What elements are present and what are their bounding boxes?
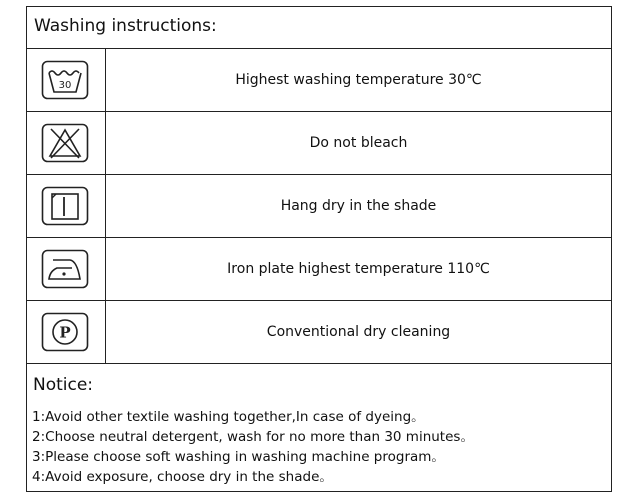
instruction-icon-cell: [27, 49, 106, 111]
table-header: [27, 7, 611, 49]
instruction-row-dryclean: [27, 301, 611, 364]
notice-title: Notice:: [33, 375, 94, 395]
instruction-text: Do not bleach: [309, 135, 408, 151]
instruction-row-iron: [27, 238, 611, 301]
dry-clean-letter: P: [59, 323, 71, 342]
instruction-row-bleach: [27, 112, 611, 175]
wash-temp-label: 30: [58, 80, 72, 91]
dry-clean-p-icon: [41, 312, 89, 352]
care-label-table: [26, 6, 612, 492]
wash-30-icon: [41, 60, 89, 100]
instruction-text: Hang dry in the shade: [280, 198, 437, 214]
notice-list: [32, 407, 474, 487]
notice-item: 3:Please choose soft washing in washing machine program。: [32, 449, 445, 465]
instruction-row-dry: [27, 175, 611, 238]
instruction-icon-cell: [27, 238, 106, 300]
washing-instructions-title: Washing instructions:: [34, 16, 217, 36]
hang-dry-shade-icon: [41, 186, 89, 226]
instruction-text: Highest washing temperature 30℃: [235, 72, 482, 88]
instruction-icon-cell: [27, 175, 106, 237]
no-bleach-icon: [41, 123, 89, 163]
iron-low-heat-icon: [41, 249, 89, 289]
instruction-icon-cell: [27, 301, 106, 363]
instruction-icon-cell: [27, 112, 106, 174]
notice-item: 4:Avoid exposure, choose dry in the shade。: [32, 469, 333, 485]
notice-item: 1:Avoid other textile washing together,In case of dyeing。: [32, 409, 425, 425]
instruction-text: Iron plate highest temperature 110℃: [227, 261, 490, 277]
instruction-text: Conventional dry cleaning: [266, 324, 451, 340]
instruction-row-wash: [27, 49, 611, 112]
notice-item: 2:Choose neutral detergent, wash for no more than 30 minutes。: [32, 429, 474, 445]
